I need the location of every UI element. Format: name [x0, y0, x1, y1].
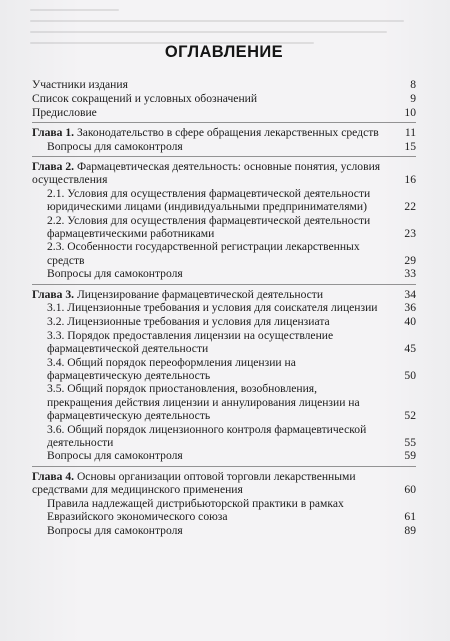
toc-entry	[32, 187, 416, 213]
entry-title: 2.3. Особенности государственной регистрации лекарственных средств	[47, 240, 360, 267]
toc-entry-text	[32, 329, 394, 355]
page-number: 60	[404, 482, 416, 496]
toc-entry	[32, 126, 416, 139]
page-number: 9	[410, 91, 416, 105]
entry-title: 3.6. Общий порядок лицензионного контроля фармацевтической деятельности	[47, 422, 367, 449]
toc-entry	[32, 92, 416, 105]
toc-entry-text	[32, 160, 394, 186]
entry-title: 2.2. Условия для осуществления фармацевтической деятельности фармацевтическими работниками	[47, 213, 371, 240]
entry-title: Правила надлежащей дистрибьюторской практики в рамках Евразийского экономического союза	[47, 496, 344, 523]
entry-title: Вопросы для самоконтроля	[47, 139, 183, 153]
entry-title: 3.3. Порядок предоставления лицензии на осуществление фармацевтической деятельности	[47, 328, 334, 355]
toc-entry-text	[32, 524, 394, 537]
page-number: 40	[404, 314, 416, 328]
toc-entry-text	[32, 92, 394, 105]
toc-entry-text	[32, 187, 394, 213]
entry-title: Вопросы для самоконтроля	[47, 449, 183, 463]
toc-entry	[32, 497, 416, 523]
page-number: 45	[404, 341, 416, 355]
toc-entry-text	[32, 140, 394, 153]
page-number: 33	[404, 267, 416, 281]
toc-entry-text	[32, 240, 394, 266]
section-divider	[32, 122, 416, 123]
toc-groups	[32, 78, 416, 537]
toc-entry-text	[32, 214, 394, 240]
entry-title: Законодательство в сфере обращения лекарственных средств	[76, 125, 379, 139]
toc-group	[32, 78, 416, 119]
toc-entry	[32, 356, 416, 382]
section-divider	[32, 284, 416, 285]
page-number: 89	[404, 523, 416, 537]
toc-entry	[32, 382, 416, 422]
page-number: 23	[404, 226, 416, 240]
toc-entry	[32, 288, 416, 301]
toc-entry-text	[32, 267, 394, 280]
entry-title: Основы организации оптовой торговли лекарственными средствами для медицинского применения	[32, 469, 356, 496]
toc-entry	[32, 267, 416, 280]
toc-entry	[32, 214, 416, 240]
entry-title: Предисловие	[32, 105, 97, 119]
page-number: 34	[404, 287, 416, 301]
toc-entry	[32, 240, 416, 266]
page-number: 52	[404, 408, 416, 422]
page-number: 59	[404, 449, 416, 463]
chapter-number: Глава 3.	[32, 287, 75, 301]
toc-entry-text	[32, 497, 394, 523]
page-number: 36	[404, 301, 416, 315]
chapter-number: Глава 4.	[32, 469, 75, 483]
entry-title: 3.2. Лицензионные требования и условия для лицензиата	[47, 314, 330, 328]
entry-title: Лицензирование фармацевтической деятельности	[76, 287, 324, 301]
chapter-number: Глава 1.	[32, 125, 75, 139]
entry-title: Вопросы для самоконтроля	[47, 523, 183, 537]
toc-entry	[32, 106, 416, 119]
toc-entry-text	[32, 382, 394, 422]
page-number: 8	[410, 78, 416, 92]
page-number: 29	[404, 253, 416, 267]
entry-title: 3.1. Лицензионные требования и условия для соискателя лицензии	[47, 301, 378, 315]
toc-entry-text	[32, 126, 394, 139]
section-divider	[32, 156, 416, 157]
toc-group	[32, 122, 416, 153]
entry-title: Фармацевтическая деятельность: основные понятия, условия осуществления	[32, 159, 381, 186]
toc-entry	[32, 140, 416, 153]
chapter-number: Глава 2.	[32, 159, 75, 173]
toc-entry	[32, 160, 416, 186]
entry-title: Вопросы для самоконтроля	[47, 267, 183, 281]
entry-title: 3.5. Общий порядок приостановления, возобновления, прекращения действия лицензии и аннулирования лицензии на фармацевтическую деятельность	[47, 382, 360, 422]
page-number: 10	[404, 105, 416, 119]
page-number: 55	[404, 435, 416, 449]
toc-entry-text	[32, 288, 394, 301]
toc-entry	[32, 329, 416, 355]
toc-entry-text	[32, 356, 394, 382]
entry-title: 3.4. Общий порядок переоформления лицензии на фармацевтическую деятельность	[47, 355, 296, 382]
toc-entry	[32, 449, 416, 462]
toc-entry	[32, 315, 416, 328]
toc-entry	[32, 524, 416, 537]
page-number: 16	[404, 172, 416, 186]
toc-group	[32, 466, 416, 537]
toc-entry-text	[32, 470, 394, 496]
toc-entry-text	[32, 315, 394, 328]
toc-title: ОГЛАВЛЕНИЕ	[164, 43, 284, 61]
toc-entry	[32, 78, 416, 91]
entry-title: 2.1. Условия для осуществления фармацевтической деятельности юридическими лицами (индивидуальными предпринимателями)	[47, 186, 371, 213]
toc-entry-text	[32, 301, 394, 314]
table-of-contents	[32, 43, 416, 537]
toc-entry	[32, 301, 416, 314]
toc-entry-text	[32, 78, 394, 91]
section-divider	[32, 466, 416, 467]
toc-entry-text	[32, 423, 394, 449]
page-number: 50	[404, 368, 416, 382]
page-number: 11	[404, 125, 416, 139]
page-number: 61	[404, 509, 416, 523]
toc-group	[32, 284, 416, 463]
toc-entry-text	[32, 106, 394, 119]
toc-group	[32, 156, 416, 281]
entry-title: Список сокращений и условных обозначений	[32, 91, 258, 105]
toc-entry-text	[32, 449, 394, 462]
toc-entry	[32, 470, 416, 496]
page-number: 22	[404, 199, 416, 213]
entry-title: Участники издания	[32, 78, 128, 92]
page-number: 15	[404, 139, 416, 153]
toc-entry	[32, 423, 416, 449]
